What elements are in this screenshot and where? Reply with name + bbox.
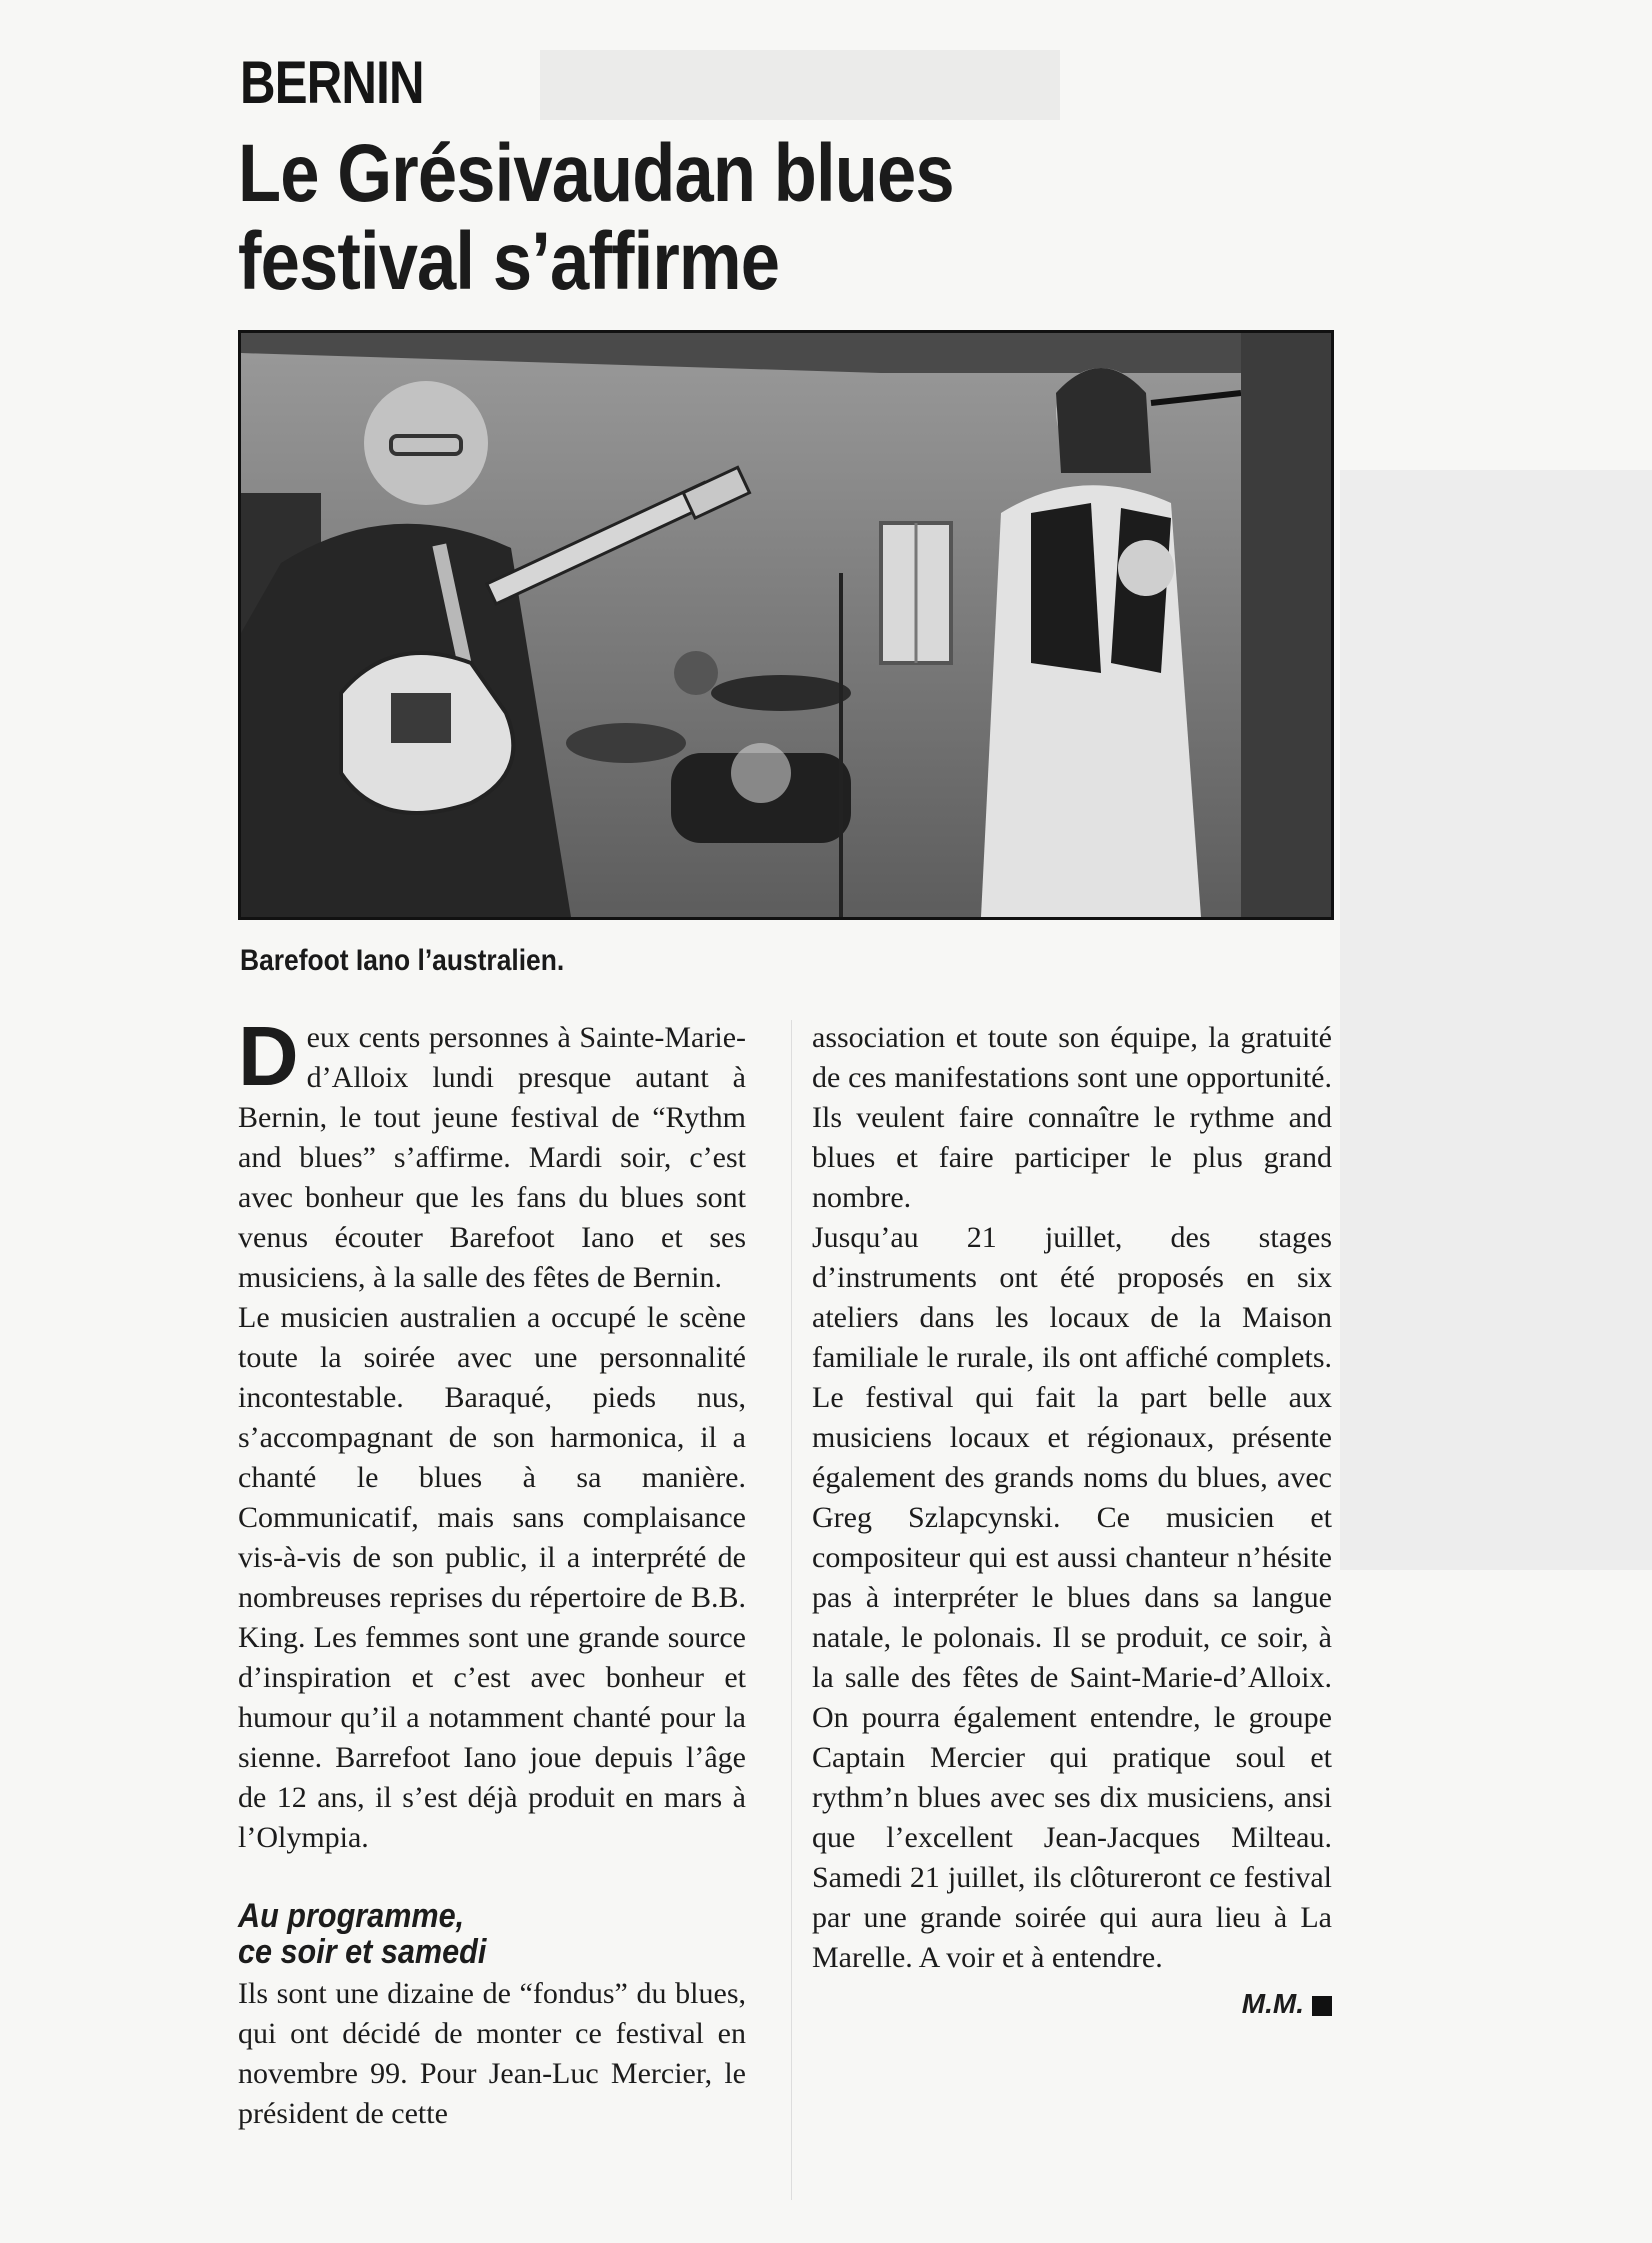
column-divider — [791, 1020, 792, 2200]
paragraph-2: Le musicien australien a occupé le scène toute la soirée avec une personnalité incontestable. Baraqué, pieds nus, s’accompagnant de son harmonica, il a chanté le blues à sa manière. Communicatif, mais sans complaisance vis-à-vis de son public, il a interprété de nombreuses reprises du répertoire de B.B. King. Les femmes sont une grande source d’inspiration et c’est avec bonheur et humour qu’il a notamment chanté pour la sienne. Barrefoot Iano joue depuis l’âge de 12 ans, il s’est déjà produit en mars à l’Olympia. — [238, 1301, 746, 1854]
article-column-2 — [812, 1018, 1332, 2024]
paragraph-1-text: eux cents personnes à Sainte-Marie-d’Alloix lundi presque autant à Bernin, le tout jeune festival de “Rythm and blues” s’affirme. Mardi soir, c’est avec bonheur que les fans du blues sont venus écouter Barefoot Iano et ses musiciens, à la salle des fêtes de Bernin. — [238, 1021, 746, 1294]
subheading-line-1: Au programme, — [238, 1897, 465, 1935]
signature-text: M.M. — [1241, 1988, 1304, 2019]
article-column-1 — [238, 1009, 746, 2134]
photo-caption: Barefoot Iano l’australien. — [240, 944, 565, 977]
paragraph-1 — [238, 1009, 746, 1298]
article-headline: Le Grésivaudan blues festival s’affirme — [238, 128, 954, 307]
article-photo — [238, 330, 1334, 920]
end-mark-icon — [1312, 1996, 1332, 2016]
section-subheading — [238, 1898, 695, 1970]
paragraph-5: Jusqu’au 21 juillet, des stages d’instruments ont été proposés en six ateliers dans les locaux de la Maison familiale le rurale, ils ont affiché complets. Le festival qui fait la part belle aux musiciens locaux et régionaux, présente également des grands noms du blues, avec Greg Szlapcynski. Ce musicien et compositeur qui est aussi chanteur n’hésite pas à interpréter le blues dans sa langue natale, le polonais. Il se produit, ce soir, à la salle des fêtes de Saint-Marie-d’Alloix. On pourra également entendre, le groupe Captain Mercier qui pratique soul et rythm’n blues avec ses dix musiciens, ansi que l’excellent Jean-Jacques Milteau. Samedi 21 juillet, ils clôtureront ce festival par une grande soirée qui aura lieu à La Marelle. A voir et à entendre. — [812, 1221, 1332, 1974]
paragraph-3: Ils sont une dizaine de “fondus” du blues, qui ont décidé de monter ce festival en novembre 99. Pour Jean-Luc Mercier, le président de cette — [238, 1977, 746, 2130]
bleed-through-panel — [1340, 470, 1652, 1570]
paragraph-4: association et toute son équipe, la gratuité de ces manifestations sont une opportunité. Ils veulent faire connaître le rythme and blues et faire participer le plus grand nombre. — [812, 1021, 1332, 1214]
subheading-line-2: ce soir et samedi — [238, 1933, 487, 1971]
bleed-through-top — [540, 50, 1060, 120]
article-kicker: BERNIN — [240, 49, 424, 116]
author-signature — [812, 1984, 1332, 2024]
drop-cap: D — [238, 1009, 299, 1103]
